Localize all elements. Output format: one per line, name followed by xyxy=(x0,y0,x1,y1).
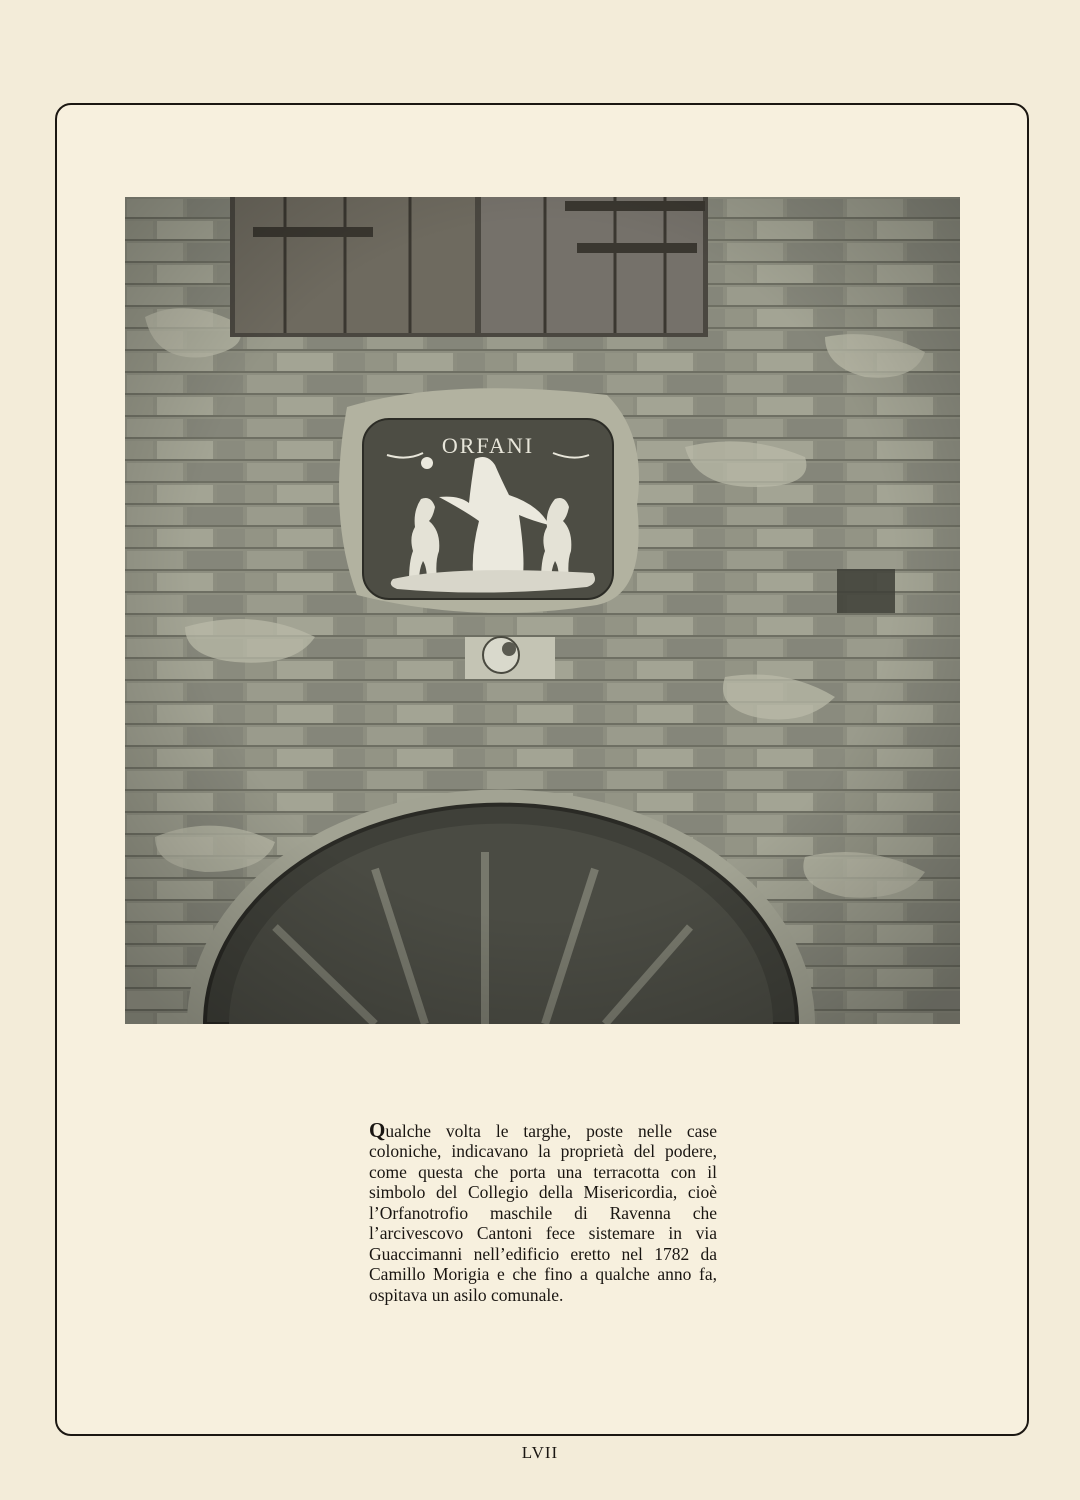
photograph-orfani-plaque xyxy=(125,197,960,1024)
caption-text: ualche volta le targhe, poste nelle case coloniche, indicavano la proprietà del podere, come questa che porta una terracotta con il simbolo del Collegio della Misericordia, cioè l’Orfanotrofio maschile di Ravenna che l’arcivescovo Cantoni fece sistemare in via Guaccimanni nell’edificio eretto nel 1782 da Camillo Morigia e che fino a qualche anno fa, ospitava un asilo comunale. xyxy=(369,1120,717,1305)
caption-initial: Q xyxy=(369,1117,386,1142)
page-number: LVII xyxy=(521,1443,559,1462)
caption-paragraph xyxy=(369,1117,717,1306)
